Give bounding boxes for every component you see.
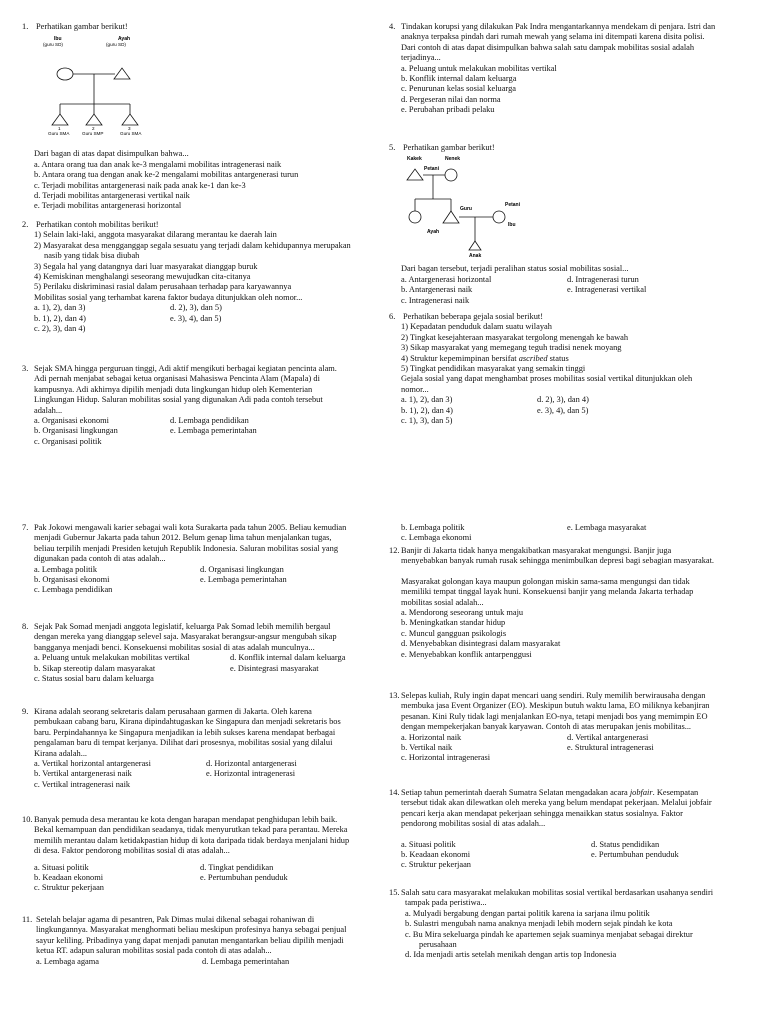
question-number: 8. <box>22 622 29 631</box>
option-e[interactable]: e. Menyebabkan konflik antarpenggusi <box>401 649 532 659</box>
question-line: ketua RT. adapun saluran mobilitas sosial pada contoh di atas adalah... <box>36 946 272 956</box>
option-c[interactable]: c. Penurunan kelas sosial keluarga <box>401 84 516 94</box>
question-line: tampak pada peristiwa... <box>405 898 487 908</box>
question-line: menyebabkan banyak rumah rusak sehingga menimbulkan depresi bagi sebagian masyarakat. <box>401 556 715 566</box>
option-c[interactable]: c. Horizontal intragenerasi <box>401 753 491 763</box>
question-line: tersebut tidak akan dilewatkan oleh mereka yang belum mendapat pekerjaan. Melalui jobfair <box>401 798 712 808</box>
option-a[interactable]: a. Vertikal horizontal antargenerasi <box>34 759 151 769</box>
option-d[interactable]: d. Tingkat pendidikan <box>200 862 274 872</box>
question-line: adalah... <box>34 405 63 415</box>
option-b[interactable]: b. Lembaga politik <box>401 523 465 532</box>
question-line: Sejak Pak Somad menjadi anggota legislatif, keluarga Pak Somad lebih memilih bergaul <box>34 622 331 631</box>
child-1-number: 1 <box>58 126 61 132</box>
option-a[interactable]: a. Mendorong seseorang untuk maju <box>401 608 524 618</box>
option-c[interactable]: c. Vertikal intragenerasi naik <box>34 779 131 789</box>
question-10 <box>22 815 367 894</box>
question-stem: Perhatikan contoh mobilitas berikut! <box>36 220 159 229</box>
question-line: Dari contoh di atas dapat disimpulkan bahwa salah satu dampak mobilitas sosial adalah <box>401 42 695 52</box>
question-line: sayur keliling. Pribadinya yang dapat menjadi panutan mengantarkan beliau dipilih menjadi <box>36 935 344 945</box>
mother-circle-icon <box>57 68 73 80</box>
question-number: 12. <box>389 546 400 555</box>
question-number: 7. <box>22 523 29 532</box>
option-e[interactable]: e. 3), 4), dan 5) <box>537 405 589 415</box>
option-a[interactable]: a. Peluang untuk melakukan mobilitas vertikal <box>34 653 190 663</box>
question-6 <box>389 312 759 426</box>
child-3-label: Guru SMA <box>120 131 142 137</box>
family-diagram-5 <box>403 153 553 257</box>
question-line: memilih merantau dalam ketidakpastian hidup di kota daripada tidak berdaya menjalani hidup <box>34 835 350 845</box>
kakek-label: Kakek <box>407 156 422 163</box>
option-e[interactable]: e. Lembaga masyarakat <box>567 523 647 532</box>
item-4: 4) Struktur kepemimpinan bersifat ascribed status <box>401 353 569 363</box>
aunt-circle-icon <box>409 211 421 223</box>
question-13 <box>389 691 759 764</box>
guru-label: Guru <box>460 206 472 213</box>
question-12 <box>389 546 759 660</box>
grandmother-circle-icon <box>445 169 457 181</box>
question-11-continued <box>389 523 759 544</box>
petani-label: Petani <box>424 166 440 173</box>
question-1 <box>22 22 362 212</box>
child-1-triangle-icon <box>52 114 68 125</box>
option-c[interactable]: c. Organisasi politik <box>34 436 102 446</box>
question-line: Setiap tahun pemerintah daerah Sumatra Selatan mengadakan acara jobfair. Kesempatan <box>401 788 699 797</box>
option-e[interactable]: e. 3), 4), dan 5) <box>170 313 222 323</box>
item-1: 1) Selain laki-laki, anggota masyarakat dilarang merantau ke daerah lain <box>34 230 277 240</box>
question-number: 6. <box>389 312 396 321</box>
ayah-label: Ayah <box>427 229 440 236</box>
question-line: Kirana adalah... <box>34 748 88 758</box>
question-9 <box>22 707 367 790</box>
question-line: Lingkungan Hidup. Saluran mobilitas sosial yang digunakan Adi pada contoh tersebut <box>34 395 323 405</box>
option-a[interactable]: a. Situasi politik <box>401 839 456 849</box>
mother-circle-icon <box>493 211 505 223</box>
question-line: Masyarakat golongan kaya maupun golongan miskin sama-sama mengungsi dan tidak <box>401 576 690 586</box>
question-line: pendorong mobilitas sosial di atas adalah... <box>401 819 546 829</box>
question-stem: Perhatikan gambar berikut! <box>36 22 128 31</box>
question-line: Pak Jokowi mengawali karier sebagai wali kota Surakarta pada tahun 2005. Beliau kemudian <box>34 523 347 532</box>
option-e[interactable]: e. Terjadi mobilitas antargenerasi horizontal <box>34 201 182 211</box>
question-number: 14. <box>389 788 400 797</box>
option-a[interactable]: a. 1), 2), dan 3) <box>34 303 86 313</box>
option-e[interactable]: e. Pertumbuhan penduduk <box>591 850 679 860</box>
question-line: pembukaan cabang baru, Kirana dipindahtugaskan ke Singapura dan menjadi sekretaris bos <box>34 717 341 727</box>
option-b[interactable]: b. Konflik internal dalam keluarga <box>401 74 517 84</box>
question-line: pesanan. Kini Ruly tidak lagi menjalankan EO-nya, tetapi menjadi bos yang memimpin EO <box>401 711 708 721</box>
option-e[interactable]: e. Struktural intragenerasi <box>567 743 654 753</box>
question-line: di desa. Faktor pendorong mobilitas sosial di atas adalah... <box>34 846 230 856</box>
option-e[interactable]: e. Horizontal intragenerasi <box>206 769 296 779</box>
option-b[interactable]: b. Sulastri mengubah nama anaknya menjadi lebih modern sejak pindah ke kota <box>405 919 673 929</box>
question-text: Dari bagan tersebut, terjadi peralihan status sosial mobilitas sosial... <box>401 264 629 274</box>
question-number: 2. <box>22 220 29 229</box>
question-line: bangganya menjadi benci. Konsekuensi mobilitas sosial di atas adalah munculnya... <box>34 642 315 652</box>
question-number: 15. <box>389 888 400 897</box>
question-7 <box>22 523 367 596</box>
item-2-cont: nasib yang tidak bisa diubah <box>44 251 140 261</box>
option-b[interactable]: b. Antargenerasi naik <box>401 285 473 295</box>
option-a[interactable]: a. Situasi politik <box>34 862 89 872</box>
father-triangle-icon <box>114 68 130 79</box>
option-c[interactable]: c. Lembaga ekonomi <box>401 533 472 543</box>
child-3-triangle-icon <box>122 114 138 125</box>
option-d[interactable]: d. Ida menjadi artis setelah menikah dengan artis top Indonesia <box>405 950 617 960</box>
option-c-cont: perusahaan <box>419 940 457 950</box>
question-14 <box>389 788 759 871</box>
option-b[interactable]: b. Sikap stereotip dalam masyarakat <box>34 663 156 673</box>
option-a[interactable]: a. Lembaga agama <box>36 956 100 966</box>
option-c[interactable]: c. Lembaga pendidikan <box>34 585 113 595</box>
option-a[interactable]: a. 1), 2), dan 3) <box>401 395 453 405</box>
child-1-label: Guru SMA <box>48 131 70 137</box>
question-number: 13. <box>389 691 400 700</box>
child-2-label: Guru SMP <box>82 131 104 137</box>
option-d[interactable]: d. Vertikal antargenerasi <box>567 732 649 742</box>
child-2-triangle-icon <box>86 114 102 125</box>
item-5: 5) Tingkat pendidikan masyarakat yang semakin tinggi <box>401 364 586 374</box>
question-2 <box>22 220 367 334</box>
option-b[interactable]: b. Keadaan ekonomi <box>401 850 471 860</box>
question-line: menjadi Gubernur Jakarta pada tahun 2012. Belum genap lima tahun menjalankan tugas, <box>34 533 332 543</box>
question-text: Mobilitas sosial yang terhambat karena faktor budaya ditunjukkan oleh nomor... <box>34 292 303 302</box>
option-b[interactable]: b. Vertikal antargenerasi naik <box>34 769 132 779</box>
option-e[interactable]: e. Disintegrasi masyarakat <box>230 663 319 673</box>
family-diagram-1 <box>34 32 154 136</box>
option-a[interactable]: a. Lembaga politik <box>34 564 98 574</box>
nenek-label: Nenek <box>445 156 461 163</box>
option-c[interactable]: c. 2), 3), dan 4) <box>34 324 86 334</box>
option-b[interactable]: b. Vertikal naik <box>401 743 453 753</box>
question-11 <box>22 915 367 967</box>
question-3 <box>22 364 367 447</box>
option-a[interactable]: a. Antara orang tua dan anak ke-3 mengalami mobilitas intragenerasi naik <box>34 159 282 169</box>
item-1: 1) Kepadatan penduduk dalam suatu wilayah <box>401 322 552 332</box>
option-e[interactable]: e. Pertumbuhan penduduk <box>200 873 288 883</box>
option-c[interactable]: c. Struktur pekerjaan <box>401 860 471 870</box>
child-triangle-icon <box>469 241 481 250</box>
question-line: Setelah belajar agama di pesantren, Pak Dimas mulai dikenal sebagai rohaniwan di <box>36 915 315 924</box>
option-a[interactable]: a. Horizontal naik <box>401 732 462 742</box>
option-c[interactable]: c. Bu Mira sekeluarga pindah ke apartemen sejak suaminya menjabat sebagai direktur <box>405 929 693 939</box>
question-line: anaknya terpaksa pindah dari rumah mewah yang selama ini ditempati karena disita polisi. <box>401 32 705 42</box>
option-e[interactable]: e. Perubahan pribadi pelaku <box>401 105 495 115</box>
question-line: memiliki tempat tinggal layak huni. Konsekuensi banjir yang melanda Jakarta terhadap <box>401 587 694 597</box>
child-3-number: 3 <box>128 126 131 132</box>
question-number: 9. <box>22 707 29 716</box>
question-text: Dari bagan di atas dapat disimpulkan bahwa... <box>34 149 189 159</box>
option-d[interactable]: d. Menyebabkan disintegrasi dalam masyarakat <box>401 639 561 649</box>
option-b[interactable]: b. Organisasi lingkungan <box>34 426 118 436</box>
option-a[interactable]: a. Mulyadi bergabung dengan partai politik karena ia sarjana ilmu politik <box>405 908 650 918</box>
option-b[interactable]: b. 1), 2), dan 4) <box>401 405 453 415</box>
question-number: 5. <box>389 143 396 152</box>
ibu-label: Ibu <box>508 222 516 229</box>
question-number: 3. <box>22 364 29 373</box>
option-b[interactable]: b. Antara orang tua dengan anak ke-2 mengalami mobilitas antargenerasi turun <box>34 170 299 180</box>
item-4: 4) Kemiskinan menghalangi seseorang mewujudkan cita-citanya <box>34 272 251 282</box>
option-b[interactable]: b. Organisasi ekonomi <box>34 575 110 585</box>
grandfather-triangle-icon <box>407 169 423 180</box>
item-3: 3) Segala hal yang datangnya dari luar masyarakat dianggap buruk <box>34 261 258 271</box>
question-stem: Perhatikan beberapa gejala sosial berikut! <box>403 312 543 321</box>
question-text: Gejala sosial yang dapat menghambat proses mobilitas sosial vertikal ditunjukkan oleh <box>401 374 693 384</box>
ibu-label: Ibu <box>54 36 62 43</box>
question-line: Tindakan korupsi yang dilakukan Pak Indra mengantarkannya mendekam di penjara. Istri dan <box>401 22 716 31</box>
question-line: Selepas kuliah, Ruly ingin dapat mencari uang sendiri. Ruly memilih berwirausaha dengan <box>401 691 706 700</box>
option-c[interactable]: c. 1), 3), dan 5) <box>401 416 453 426</box>
option-d[interactable]: d. Horizontal antargenerasi <box>206 759 297 769</box>
question-stem: Perhatikan gambar berikut! <box>403 143 495 152</box>
item-2: 2) Masyarakat desa mengganggap segala sesuatu yang terjadi dalam kehidupannya merupakan <box>34 240 351 250</box>
option-d[interactable]: d. Pergeseran nilai dan norma <box>401 94 501 104</box>
option-d[interactable]: d. 2), 3), dan 4) <box>537 395 589 405</box>
question-line: Adi pernah menjabat sebagai ketua organisasi Mahasiswa Pencinta Alam (Mapala) di <box>34 374 320 384</box>
option-d[interactable]: d. Lembaga pendidikan <box>170 416 249 426</box>
question-line: Sejak SMA hingga perguruan tinggi, Adi aktif mengikuti berbagai kegiatan pencinta alam. <box>34 364 337 373</box>
option-c[interactable]: c. Intragenerasi naik <box>401 295 470 305</box>
option-a[interactable]: a. Organisasi ekonomi <box>34 416 109 426</box>
question-line: Bekal kemampuan dan pendidikan seadanya, tidak menyurutkan tekad para perantau. Mereka <box>34 825 348 835</box>
item-3: 3) Sikap masyarakat yang memegang teguh tradisi nenek moyang <box>401 343 622 353</box>
question-line: pengalaman baru di tempat kerjanya. Dilihat dari prosesnya, mobilitas sosial yang dilalui <box>34 738 333 748</box>
question-line: beliau terpilih menjadi Presiden ketujuh Republik Indonesia. Saluran mobilitas sosial yang <box>34 543 339 553</box>
option-d[interactable]: d. Status pendidikan <box>591 839 660 849</box>
ibu-sub-label: (guru SD) <box>43 42 63 48</box>
question-line: membuka jasa Event Organizer (EO). Meskipun butuh waktu lama, EO miliknya kebanjiran <box>401 701 710 711</box>
petani-2-label: Petani <box>505 202 521 209</box>
question-4 <box>389 22 759 116</box>
option-b[interactable]: b. Keadaan ekonomi <box>34 873 104 883</box>
option-e[interactable]: e. Lembaga pemerintahan <box>170 426 257 436</box>
question-line: kampusnya. Adi akhirnya dipilih menjadi duta lingkungan hidup oleh Kementerian <box>34 384 313 394</box>
question-line: Banyak pemuda desa merantau ke kota dengan harapan mendapat penghidupan lebih baik. <box>34 815 338 824</box>
question-line: Salah satu cara masyarakat melakukan mobilitas sosial vertikal berdasarkan usahanya sendiri <box>401 888 714 897</box>
option-d[interactable]: d. Terjadi mobilitas antargenerasi vertikal naik <box>34 191 190 201</box>
option-c[interactable]: c. Struktur pekerjaan <box>34 883 104 893</box>
question-line: terjadinya... <box>401 53 441 63</box>
question-line: dengan mempekerjakan banyak karyawan. Contoh di atas merupakan jenis mobilitas... <box>401 722 692 732</box>
option-e[interactable]: e. Intragenerasi vertikal <box>567 285 647 295</box>
option-d[interactable]: d. Organisasi lingkungan <box>200 564 284 574</box>
question-8 <box>22 622 367 684</box>
option-b[interactable]: b. 1), 2), dan 4) <box>34 313 86 323</box>
question-line: lingkungannya. Masyarakat menghormati beliau meskipun profesinya hanya sebagai penjual <box>36 925 347 935</box>
option-d[interactable]: d. Konflik internal dalam keluarga <box>230 653 346 663</box>
question-line: Kirana adalah seorang sekretaris dalam perusahaan garmen di Jakarta. Oleh karena <box>34 707 312 716</box>
question-line: dengan mereka yang dianggap selevel saja. Masyarakat berangsur-angsur mengubah sikap <box>34 632 337 642</box>
child-2-number: 2 <box>92 126 95 132</box>
question-line: digunakan pada contoh di atas adalah... <box>34 554 166 564</box>
option-a[interactable]: a. Antargenerasi horizontal <box>401 274 492 284</box>
question-number: 4. <box>389 22 396 31</box>
option-c[interactable]: c. Terjadi mobilitas antargenerasi naik pada anak ke-1 dan ke-3 <box>34 180 246 190</box>
ayah-sub-label: (guru SD) <box>106 42 126 48</box>
question-text-cont: nomor... <box>401 384 429 394</box>
question-15 <box>389 888 759 961</box>
option-d[interactable]: d. Lembaga pemerintahan <box>202 956 290 966</box>
item-5: 5) Perilaku diskriminasi rasial dalam perusahaan terhadap para karyawannya <box>34 282 292 292</box>
question-line: mobilitas sosial adalah... <box>401 597 484 607</box>
option-d[interactable]: d. 2), 3), dan 5) <box>170 303 222 313</box>
anak-label: Anak <box>469 253 482 258</box>
question-line: baru. Perpindahannya ke Singapura menjadikan ia lebih sukses karena mendapat berbagai <box>34 727 336 737</box>
question-number: 11. <box>22 915 33 924</box>
question-line: pencari kerja akan mendapat pekerjaan sehingga menaikkan status sosialnya. Faktor <box>401 808 683 818</box>
option-e[interactable]: e. Lembaga pemerintahan <box>200 575 287 585</box>
option-c[interactable]: c. Status sosial baru dalam keluarga <box>34 674 154 684</box>
question-line: Banjir di Jakarta tidak hanya mengakibatkan masyarakat mengungsi. Banjir juga <box>401 546 672 555</box>
father-triangle-icon <box>443 211 459 223</box>
question-number: 10. <box>22 815 33 824</box>
option-d[interactable]: d. Intragenerasi turun <box>567 274 639 284</box>
option-c[interactable]: c. Muncul gangguan psikologis <box>401 628 507 638</box>
item-2: 2) Tingkat kesejahteraan masyarakat tergolong menengah ke bawah <box>401 332 629 342</box>
question-number: 1. <box>22 22 29 31</box>
question-5 <box>389 143 759 306</box>
option-b[interactable]: b. Meningkatkan standar hidup <box>401 618 506 628</box>
option-a[interactable]: a. Peluang untuk melakukan mobilitas vertikal <box>401 63 557 73</box>
ayah-label: Ayah <box>118 36 131 43</box>
